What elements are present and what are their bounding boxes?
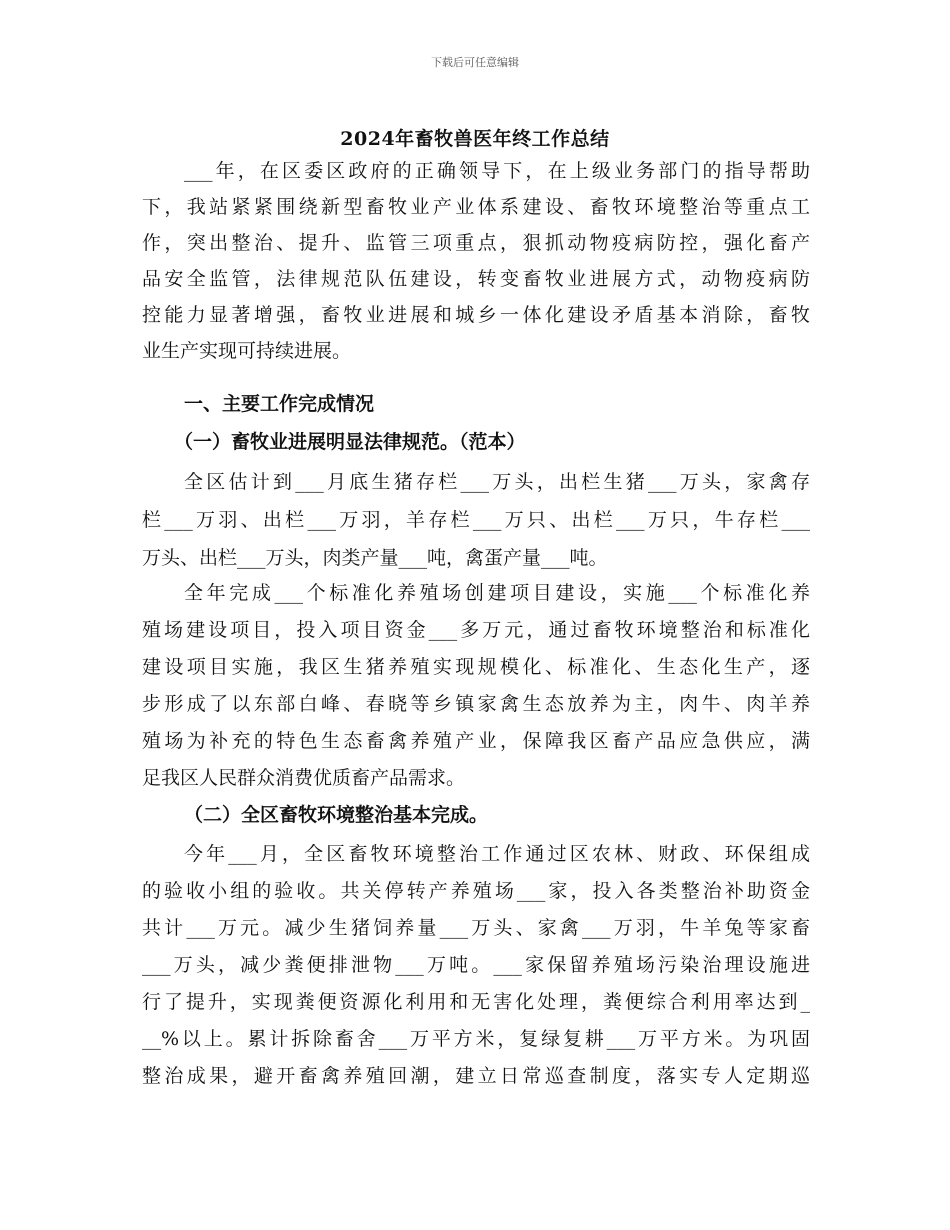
paragraph-line: ___万头，减少粪便排泄物___万吨。___家保留养殖场污染治理设施进	[142, 954, 810, 976]
paragraph-line: 足我区人民群众消费优质畜产品需求。	[142, 767, 466, 789]
paragraph-line: __%以上。累计拆除畜舍___万平方米，复绿复耕___万平方米。为巩固	[142, 1028, 810, 1050]
subsection-heading: （一）畜牧业进展明显法律规范。（范本）	[174, 431, 526, 453]
paragraph-line: 建设项目实施，我区生猪养殖实现规模化、标准化、生态化生产，逐	[142, 656, 810, 678]
paragraph-line: 万头、出栏___万头，肉类产量___吨，禽蛋产量___吨。	[142, 547, 608, 569]
paragraph-line: 步形成了以东部白峰、春晓等乡镇家禽生态放养为主，肉牛、肉羊养	[142, 693, 810, 715]
paragraph-line: 殖场为补充的特色生态畜禽养殖产业，保障我区畜产品应急供应，满	[142, 730, 810, 752]
paragraph-line: 全区估计到___月底生猪存栏___万头，出栏生猪___万头，家禽存	[184, 471, 810, 493]
header-note: 下载后可任意编辑	[431, 56, 519, 69]
paragraph-line: 今年___月，全区畜牧环境整治工作通过区农林、财政、环保组成	[184, 843, 810, 865]
paragraph-line: 下，我站紧紧围绕新型畜牧业产业体系建设、畜牧环境整治等重点工	[142, 196, 810, 218]
paragraph-line: 整治成果，避开畜禽养殖回潮，建立日常巡查制度，落实专人定期巡	[142, 1065, 810, 1087]
paragraph-line: 的验收小组的验收。共关停转产养殖场___家，投入各类整治补助资金	[142, 880, 810, 902]
paragraph-line: 殖场建设项目，投入项目资金___多万元，通过畜牧环境整治和标准化	[142, 619, 810, 641]
section-heading: 一、主要工作完成情况	[184, 393, 375, 415]
paragraph-line: 控能力显著增强，畜牧业进展和城乡一体化建设矛盾基本消除，畜牧	[142, 304, 810, 326]
paragraph-line: 作，突出整治、提升、监管三项重点，狠抓动物疫病防控，强化畜产	[142, 232, 810, 254]
paragraph-line: 共计___万元。减少生猪饲养量___万头、家禽___万羽，牛羊兔等家畜	[142, 917, 810, 939]
paragraph-line: 品安全监管，法律规范队伍建设，转变畜牧业进展方式，动物疫病防	[142, 268, 810, 290]
paragraph-line: ___年，在区委区政府的正确领导下，在上级业务部门的指导帮助	[184, 160, 810, 182]
paragraph-line: 栏___万羽、出栏___万羽，羊存栏___万只、出栏___万只，牛存栏___	[142, 509, 810, 531]
paragraph-line: 全年完成___个标准化养殖场创建项目建设，实施___个标准化养	[184, 582, 810, 604]
paragraph-line: 行了提升，实现粪便资源化利用和无害化处理，粪便综合利用率达到_	[142, 991, 810, 1013]
subsection-heading: （二）全区畜牧环境整治基本完成。	[184, 804, 489, 826]
paragraph-line: 业生产实现可持续进展。	[142, 340, 352, 362]
document-title: 2024年畜牧兽医年终工作总结	[340, 128, 610, 150]
